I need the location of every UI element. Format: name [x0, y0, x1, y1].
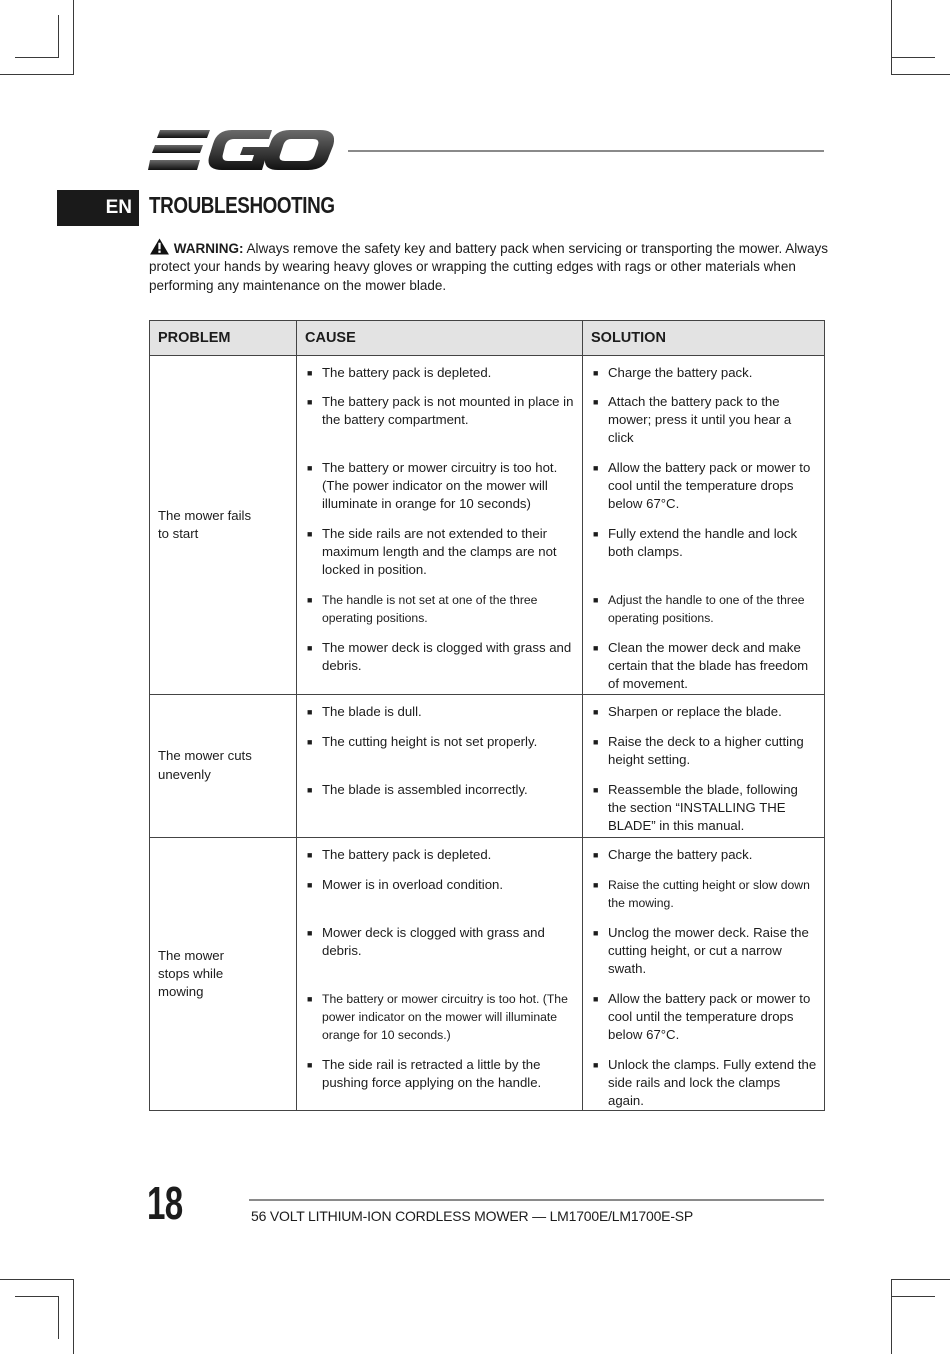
crop-mark	[0, 1279, 74, 1280]
warning-notice	[149, 238, 829, 295]
solution-item: ■ Clean the mower deck and make certain that the blade has freedom of movement.	[583, 639, 824, 694]
bullet-icon: ■	[593, 368, 599, 378]
bullet-icon: ■	[307, 736, 313, 747]
warning-text: Always remove the safety key and battery pack when servicing or transporting the mower. Always protect your hands by wearing heavy gloves or wrapping the cutting edges with rags or other materials when performing any maintenance on the mower blade.	[149, 241, 829, 293]
solution-item: ■ Reassemble the blade, following the section “INSTALLING THE BLADE” in this manual.	[583, 781, 824, 837]
bullet-icon: ■	[593, 706, 599, 717]
cause-cell	[297, 356, 583, 695]
cause-cell	[297, 694, 583, 837]
bullet-icon: ■	[593, 397, 599, 407]
bullet-icon: ■	[307, 529, 313, 539]
problem-cell: The mower cuts unevenly	[150, 694, 297, 837]
crop-mark	[891, 1279, 892, 1354]
cause-item: ■ The side rail is retracted a little by the pushing force applying on the handle.	[297, 1056, 582, 1096]
cause-item: ■ Mower deck is clogged with grass and debris.	[297, 924, 582, 990]
header-problem: PROBLEM	[150, 321, 297, 356]
solution-item: ■ Allow the battery pack or mower to cool until the temperature drops below 67°C.	[583, 459, 824, 525]
crop-mark	[891, 74, 950, 75]
solution-cell	[583, 356, 825, 695]
section-title: TROUBLESHOOTING	[149, 192, 335, 218]
crop-mark	[891, 0, 892, 75]
solution-item: ■ Adjust the handle to one of the three operating positions.	[583, 591, 824, 639]
crop-mark	[58, 1296, 59, 1339]
cause-item: ■ The mower deck is clogged with grass and debris.	[297, 639, 582, 687]
solution-item: ■ Charge the battery pack.	[583, 846, 824, 876]
header-cause: CAUSE	[297, 321, 583, 356]
solution-item: ■ Fully extend the handle and lock both clamps.	[583, 525, 824, 591]
solution-item: ■ Raise the deck to a higher cutting height setting.	[583, 733, 824, 781]
bullet-icon: ■	[593, 643, 599, 653]
cause-item: ■ The side rails are not extended to their maximum length and the clamps are not locked in position.	[297, 525, 582, 591]
solution-item: ■ Raise the cutting height or slow down the mowing.	[583, 876, 824, 924]
crop-mark	[58, 15, 59, 58]
bullet-icon: ■	[593, 849, 599, 860]
bullet-icon: ■	[307, 927, 313, 938]
language-tab: EN	[57, 190, 139, 226]
bullet-icon: ■	[593, 1059, 599, 1070]
bullet-icon: ■	[307, 993, 313, 1004]
solution-item: ■ Allow the battery pack or mower to cool until the temperature drops below 67°C.	[583, 990, 824, 1056]
crop-mark	[891, 1279, 950, 1280]
problem-cell: The mower stops while mowing	[150, 837, 297, 1111]
cause-item: ■ Mower is in overload condition.	[297, 876, 582, 924]
bullet-icon: ■	[307, 368, 313, 378]
bullet-icon: ■	[307, 706, 313, 717]
bullet-icon: ■	[593, 784, 599, 795]
cause-cell	[297, 837, 583, 1111]
ego-logo	[148, 128, 334, 174]
solution-item: ■ Charge the battery pack.	[583, 364, 824, 393]
footer-rule	[249, 1199, 824, 1201]
warning-icon	[149, 238, 170, 255]
bullet-icon: ■	[593, 463, 599, 473]
table-row	[150, 837, 825, 1111]
solution-cell	[583, 694, 825, 837]
bullet-icon: ■	[307, 849, 313, 860]
header-solution: SOLUTION	[583, 321, 825, 356]
cause-item: ■ The battery pack is depleted.	[297, 364, 582, 393]
crop-mark	[892, 1296, 935, 1297]
bullet-icon: ■	[307, 879, 313, 890]
header-rule	[348, 150, 824, 152]
footer-title: 56 VOLT LITHIUM-ION CORDLESS MOWER — LM1700E/LM1700E-SP	[251, 1208, 694, 1224]
table-row	[150, 356, 825, 695]
solution-item: ■ Sharpen or replace the blade.	[583, 703, 824, 733]
bullet-icon: ■	[593, 993, 599, 1004]
cause-item: ■ The battery pack is not mounted in place in the battery compartment.	[297, 393, 582, 459]
solution-item: ■ Unlock the clamps. Fully extend the side rails and lock the clamps again.	[583, 1056, 824, 1111]
bullet-icon: ■	[593, 879, 599, 890]
solution-item: ■ Attach the battery pack to the mower; press it until you hear a click	[583, 393, 824, 459]
cause-item: ■ The blade is dull.	[297, 703, 582, 733]
crop-mark	[15, 57, 58, 58]
crop-mark	[73, 0, 74, 75]
page-number: 18	[147, 1177, 183, 1229]
crop-mark	[15, 1296, 58, 1297]
bullet-icon: ■	[593, 595, 599, 605]
bullet-icon: ■	[593, 529, 599, 539]
problem-cell: The mower fails to start	[150, 356, 297, 695]
warning-label: WARNING:	[173, 241, 244, 256]
cause-item: ■ The battery pack is depleted.	[297, 846, 582, 876]
bullet-icon: ■	[307, 784, 313, 795]
bullet-icon: ■	[593, 927, 599, 938]
cause-item: ■ The handle is not set at one of the three operating positions.	[297, 591, 582, 639]
bullet-icon: ■	[593, 736, 599, 747]
cause-item: ■ The battery or mower circuitry is too hot. (The power indicator on the mower will illuminate in orange for 10 seconds)	[297, 459, 582, 525]
bullet-icon: ■	[307, 463, 313, 473]
crop-mark	[0, 74, 74, 75]
cause-item: ■ The battery or mower circuitry is too hot. (The power indicator on the mower will illuminate orange for 10 seconds.)	[297, 990, 582, 1056]
table-row	[150, 694, 825, 837]
bullet-icon: ■	[307, 397, 313, 407]
bullet-icon: ■	[307, 1059, 313, 1070]
bullet-icon: ■	[307, 595, 313, 605]
solution-cell	[583, 837, 825, 1111]
cause-item: ■ The cutting height is not set properly.	[297, 733, 582, 781]
crop-mark	[892, 57, 935, 58]
solution-item: ■ Unclog the mower deck. Raise the cutting height, or cut a narrow swath.	[583, 924, 824, 990]
cause-item: ■ The blade is assembled incorrectly.	[297, 781, 582, 837]
crop-mark	[73, 1279, 74, 1354]
table-header-row	[150, 321, 825, 356]
bullet-icon: ■	[307, 643, 313, 653]
troubleshooting-table	[149, 320, 825, 1111]
